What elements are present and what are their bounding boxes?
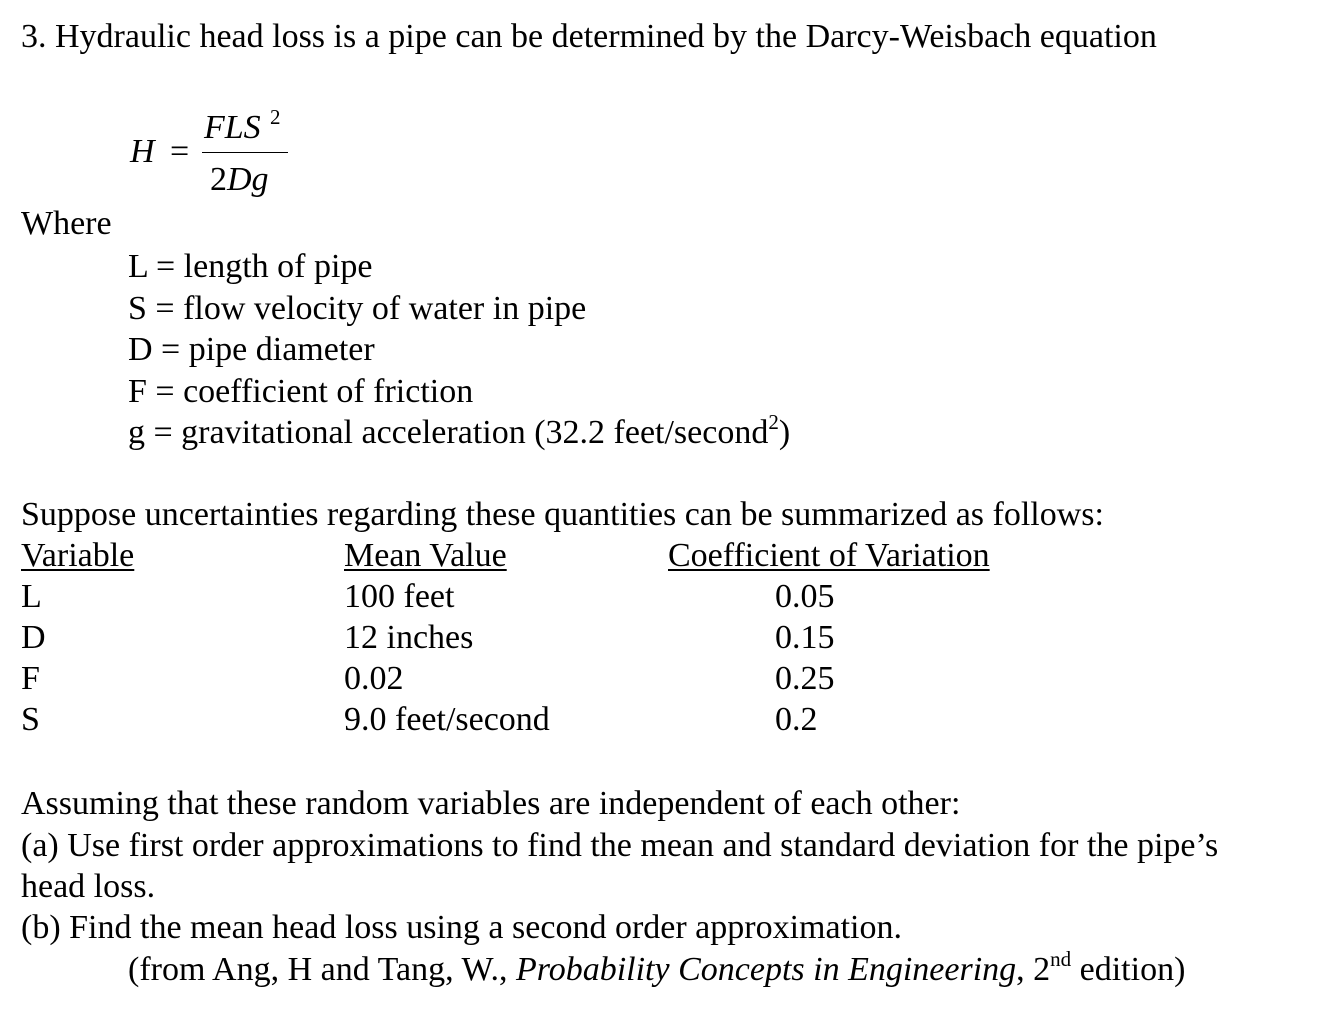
formula-numerator: FLS [204,109,261,146]
definition-item-gravity [128,412,790,454]
citation-edition-number: , 2 [1016,951,1051,988]
cell-variable: D [21,619,46,656]
where-label: Where [21,205,112,242]
cell-cov: 0.15 [775,619,835,656]
uncertainty-table [21,535,1071,740]
formula-exponent: 2 [270,105,281,129]
gravity-text: g = gravitational acceleration (32.2 feet/second [128,414,769,451]
gravity-close: ) [778,414,791,451]
cell-mean: 9.0 feet/second [344,701,550,738]
problem-heading: 3. Hydraulic head loss is a pipe can be determined by the Darcy-Weisbach equation [21,18,1157,55]
citation-book-title: Probability Concepts in Engineering [515,951,1017,988]
cell-mean: 100 feet [344,578,455,615]
denominator-variables: Dg [227,161,269,198]
part-a-line-2: head loss. [21,868,156,905]
assumption-text: Assuming that these random variables are independent of each other: [21,785,961,822]
cell-cov: 0.05 [775,578,835,615]
darcy-weisbach-formula [130,106,300,206]
header-coefficient-of-variation: Coefficient of Variation [668,537,990,574]
suppose-text: Suppose uncertainties regarding these quantities can be summarized as follows: [21,496,1104,533]
cell-cov: 0.25 [775,660,835,697]
table-row [21,617,1071,658]
table-row [21,658,1071,699]
header-mean-value: Mean Value [344,537,507,574]
citation-prefix: (from Ang, H and Tang, W., [128,951,516,988]
table-header-row [21,535,1071,576]
definition-item: D = pipe diameter [128,331,375,368]
denominator-coefficient: 2 [210,161,227,198]
formula-denominator [210,160,269,200]
variable-definitions [128,246,790,454]
table-row [21,576,1071,617]
part-b: (b) Find the mean head loss using a second order approximation. [21,909,902,946]
citation-ordinal-suffix: nd [1050,947,1072,971]
formula-lhs: H [130,133,155,170]
cell-variable: L [21,578,42,615]
cell-cov: 0.2 [775,701,818,738]
cell-variable: S [21,701,40,738]
citation-suffix: edition) [1071,951,1186,988]
cell-mean: 12 inches [344,619,474,656]
cell-mean: 0.02 [344,660,404,697]
definition-item: L = length of pipe [128,248,373,285]
definition-item: F = coefficient of friction [128,372,474,410]
fraction-bar [202,152,288,153]
formula-equals: = [170,133,190,170]
gravity-superscript: 2 [768,410,779,434]
cell-variable: F [21,660,40,697]
part-a-line-1: (a) Use first order approximations to find the mean and standard deviation for the pipe’s [21,827,1219,864]
header-variable: Variable [21,537,135,574]
citation [128,947,1186,990]
table-row [21,699,1071,740]
definition-item: S = flow velocity of water in pipe [128,289,587,327]
